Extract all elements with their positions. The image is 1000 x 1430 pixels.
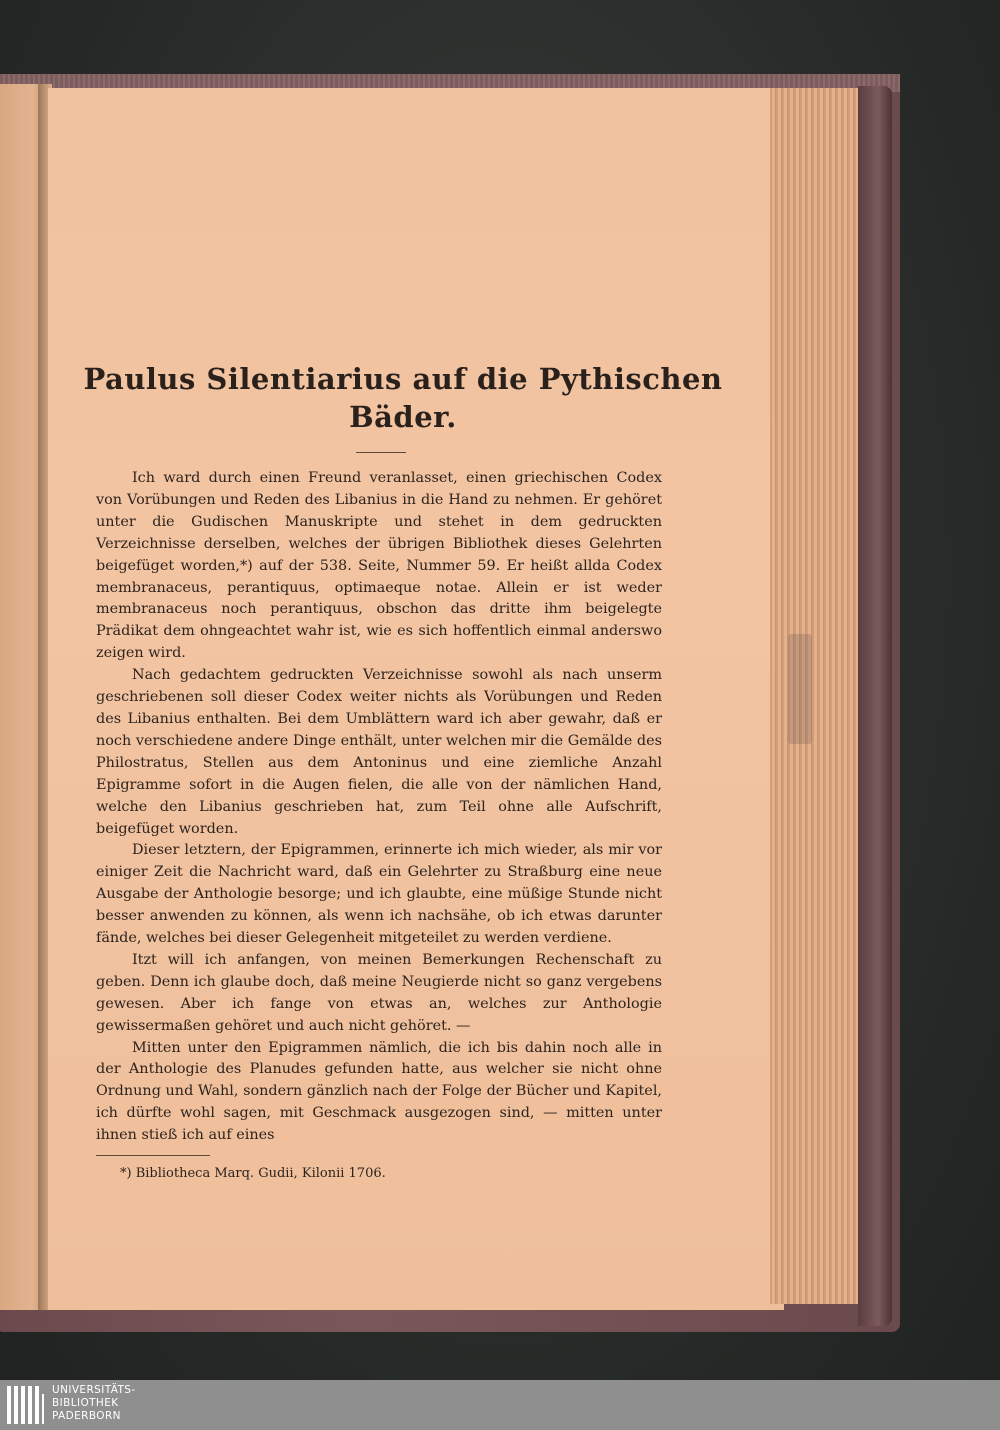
library-logo-text	[52, 1384, 136, 1423]
body-text	[96, 468, 662, 1147]
footer-bar	[0, 1380, 1000, 1430]
footnote: *) Bibliotheca Marq. Gudii, Kilonii 1706.	[120, 1166, 386, 1181]
library-stamp	[788, 634, 812, 744]
title-divider	[356, 452, 406, 453]
logo-line: PADERBORN	[52, 1410, 121, 1422]
footnote-divider	[96, 1155, 210, 1156]
paragraph: Ich ward durch einen Freund veranlasset, einen griechischen Codex von Vorübungen und Reden des Libanius in die Hand zu nehmen. Er gehöret unter die Gudischen Manuskripte und stehet in dem gedruckten Verzeichnisse derselben, welches der übrigen Bibliothek dieses Gelehrten beigefüget worden,*) auf der 538. Seite, Nummer 59. Er heißt allda Codex membranaceus, perantiquus, optimaeque notae. Allein er ist weder membranaceus noch perantiquus, obschon das dritte ihm beigelegte Prädikat dem ohngeachtet wahr ist, wie es sich hoffentlich einmal anderswo zeigen wird.	[96, 470, 662, 662]
paragraph: Mitten unter den Epigrammen nämlich, die ich bis dahin noch alle in der Anthologie des Planudes gefunden hatte, aus welcher sie nicht ohne Ordnung und Wahl, sondern gänzlich nach der Folge der Bücher und Kapitel, ich dürfte wohl sagen, mit Geschmack ausgezogen sind, — mitten unter ihnen stieß ich auf eines	[96, 1039, 662, 1144]
library-logo-icon	[6, 1384, 44, 1426]
chapter-title: Paulus Silentiarius auf die Pythischen Bäder.	[83, 362, 723, 434]
paragraph: Itzt will ich anfangen, von meinen Bemerkungen Rechenschaft zu geben. Denn ich glaube doch, daß meine Neugierde nicht so ganz vergebens gewesen. Aber ich fange von etwas an, welches zur Anthologie gewissermaßen gehöret und auch nicht gehöret. —	[96, 951, 662, 1034]
paragraph: Nach gedachtem gedruckten Verzeichnisse sowohl als nach unserm geschriebenen soll dieser Codex weiter nichts als Vorübungen und Reden des Libanius enthalten. Bei dem Umblättern ward ich aber gewahr, daß er noch verschiedene andere Dinge enthält, unter welchen mir die Gemälde des Philostratus, Stellen aus dem Antoninus und eine ziemliche Anzahl Epigramme sofort in die Augen fielen, die alle von der nämlichen Hand, welche den Libanius geschrieben hat, zum Teil ohne alle Aufschrift, beigefüget worden.	[96, 667, 662, 837]
book-cover-right-edge	[858, 86, 892, 1326]
page-edges	[770, 88, 864, 1304]
paragraph: Dieser letztern, der Epigrammen, erinnerte ich mich wieder, als mir vor einiger Zeit die Nachricht ward, daß ein Gelehrter zu Straßburg eine neue Ausgabe der Anthologie besorge; und ich glaubte, eine müßige Stunde nicht besser anwenden zu können, als wenn ich nachsähe, ob ich etwas darunter fände, welches bei dieser Gelegenheit mitgeteilet zu werden verdiene.	[96, 842, 662, 947]
logo-line: BIBLIOTHEK	[52, 1397, 119, 1409]
logo-line: UNIVERSITÄTS-	[52, 1384, 136, 1396]
